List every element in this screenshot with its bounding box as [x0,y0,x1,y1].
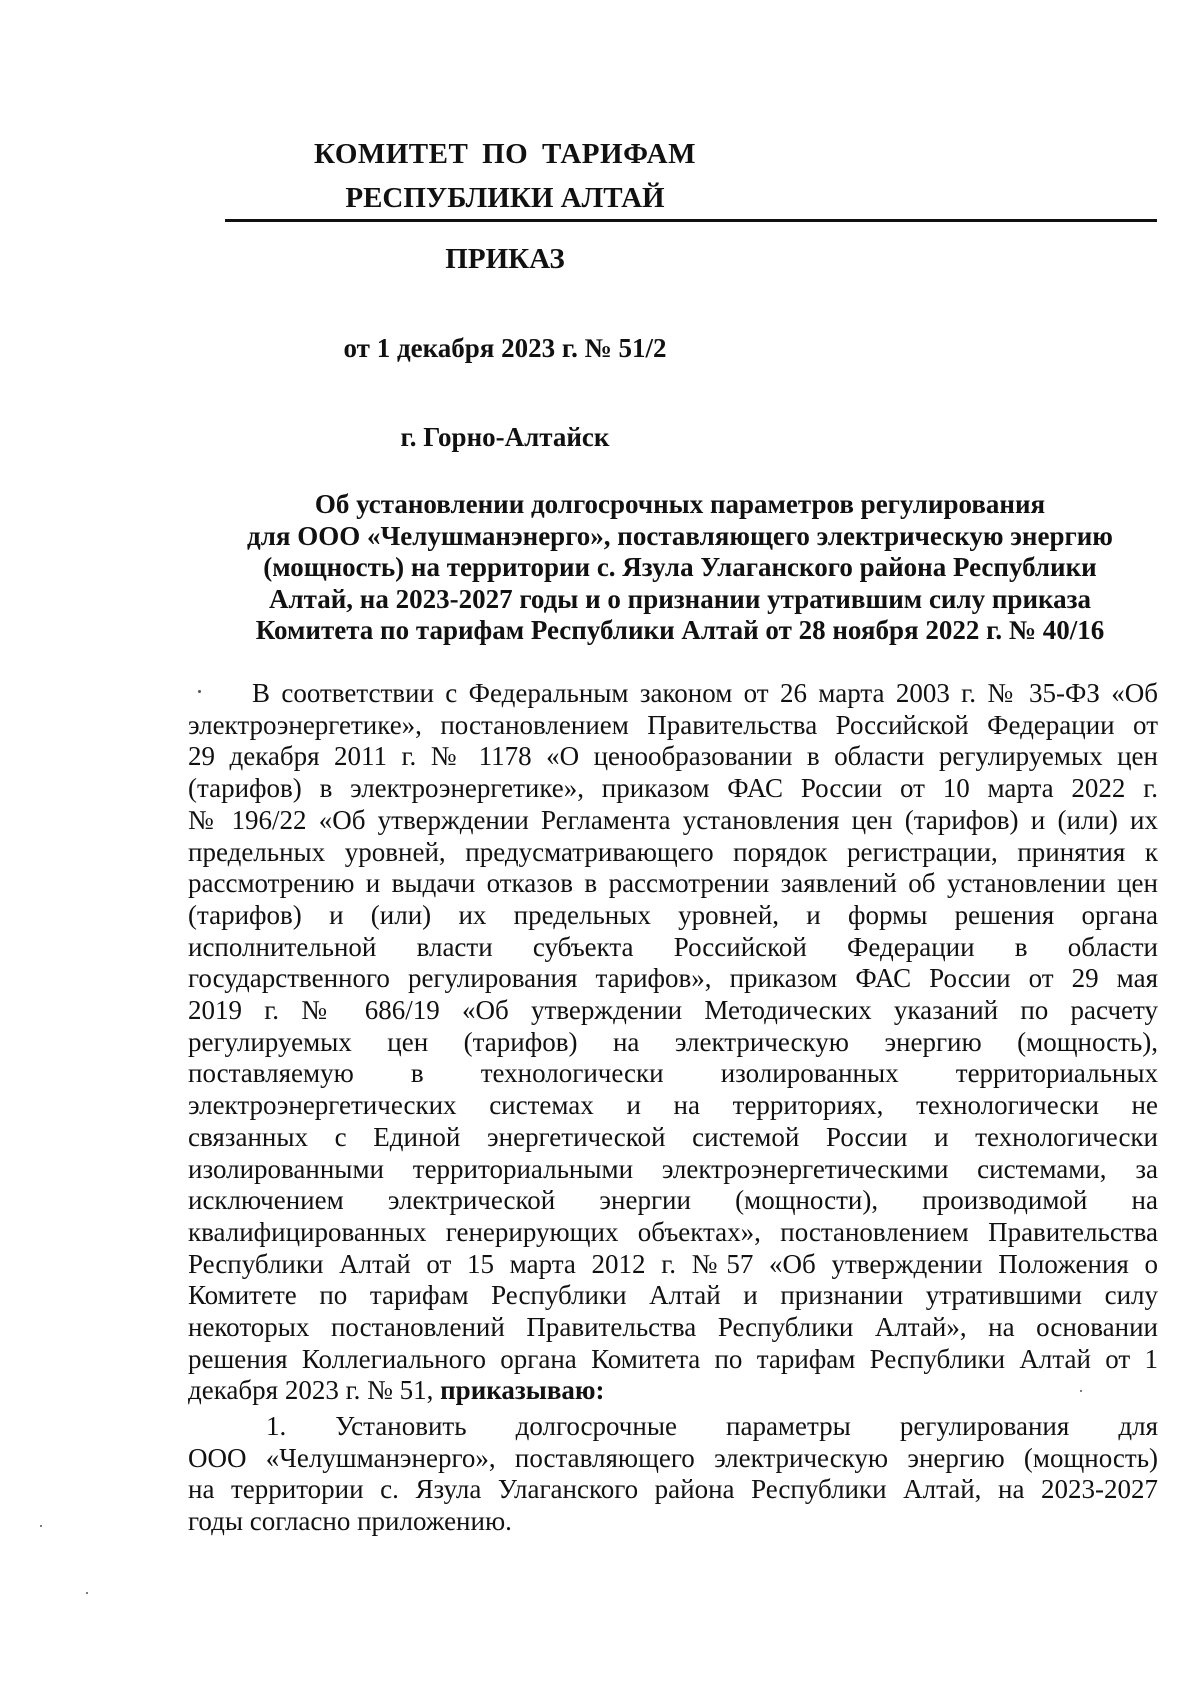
body-line: Комитете по тарифам Республики Алтай и признании утратившими силу [188,1280,1158,1311]
body-last-line [188,1375,1158,1407]
item-line: годы согласно приложению. [188,1506,512,1537]
item-line: на территории с. Язула Улаганского района Республики Алтай, на 2023-2027 [188,1474,1158,1505]
subject-line: Алтай, на 2023-2027 годы и о признании утратившим силу приказа [268,583,1092,614]
body-line: рассмотрению и выдачи отказов в рассмотрении заявлений об установлении цен [188,868,1158,899]
body-line: квалифицированных генерирующих объектах», постановлением Правительства [188,1216,1158,1247]
body-line: В соответствии с Федеральным законом от 26 марта 2003 г. № 35-ФЗ «Об [252,678,1158,708]
body-line: (тарифов) и (или) их предельных уровней, и формы решения органа [188,899,1158,930]
body-line: Республики Алтай от 15 марта 2012 г. №57 «Об утверждении Положения о [188,1248,1158,1279]
scan-speck [86,1592,88,1594]
scan-speck [198,690,201,693]
body-line: государственного регулирования тарифов», приказом ФАС России от 29 мая [188,963,1158,994]
body-line: регулируемых цен (тарифов) на электрическую энергию (мощность), [188,1026,1158,1057]
header-divider [225,219,1157,222]
preamble-paragraph [188,678,1158,1407]
body-line: исполнительной власти субъекта Российской Федерации в области [188,931,1158,962]
subject-line: для ООО «Челушманэнерго», поставляющего электрическую энергию [247,520,1113,551]
body-last-line-text: декабря 2023 г. № 51, [188,1375,441,1406]
scan-speck [40,1525,42,1527]
document-subject [190,489,1170,647]
body-line: исключением электрической энергии (мощности), производимой на [188,1185,1158,1216]
item-line: 1. Установить долгосрочные параметры регулирования для [266,1411,1158,1441]
body-line: поставляемую в технологически изолированных территориальных [188,1058,1158,1089]
body-line: связанных с Единой энергетической системой России и технологически [188,1121,1158,1152]
subject-line: Комитета по тарифам Республики Алтай от 28 ноября 2022 г. № 40/16 [255,615,1105,645]
issuer-name-line1: КОМИТЕТ ПО ТАРИФАМ [314,138,696,170]
body-line: 2019 г. № 686/19 «Об утверждении Методических указаний по расчету [188,995,1158,1026]
item-line: ООО «Челушманэнерго», поставляющего электрическую энергию (мощность) [188,1442,1158,1473]
body-line: предельных уровней, предусматривающего порядок регистрации, принятия к [188,836,1158,867]
body-line: (тарифов) в электроэнергетике», приказом ФАС России от 10 марта 2022 г. [188,773,1158,804]
issuer-name-line2: РЕСПУБЛИКИ АЛТАЙ [345,182,665,214]
document-title: ПРИКАЗ [445,243,565,275]
body-line: решения Коллегиального органа Комитета по тарифам Республики Алтай от 1 [188,1343,1158,1374]
body-line: изолированными территориальными электроэнергетическими системами, за [188,1153,1158,1184]
document-city: г. Горно-Алтайск [400,422,610,452]
body-line: некоторых постановлений Правительства Республики Алтай», на основании [188,1312,1158,1343]
document-date-number: от 1 декабря 2023 г. № 51/2 [343,333,667,363]
body-line: 29 декабря 2011 г. № 1178 «О ценообразовании в области регулируемых цен [188,741,1158,772]
subject-line: (мощность) на территории с. Язула Улаганского района Республики [263,552,1097,582]
body-line: № 196/22 «Об утверждении Регламента установления цен (тарифов) и (или) их [188,804,1158,835]
order-item-1 [188,1411,1158,1538]
subject-line: Об установлении долгосрочных параметров регулирования [314,489,1046,519]
body-line: электроэнергетических системах и на территориях, технологически не [188,1090,1158,1121]
body-line: электроэнергетике», постановлением Правительства Российской Федерации от [188,709,1158,740]
order-verb: приказываю: [440,1375,605,1406]
scan-speck [1080,1390,1082,1392]
